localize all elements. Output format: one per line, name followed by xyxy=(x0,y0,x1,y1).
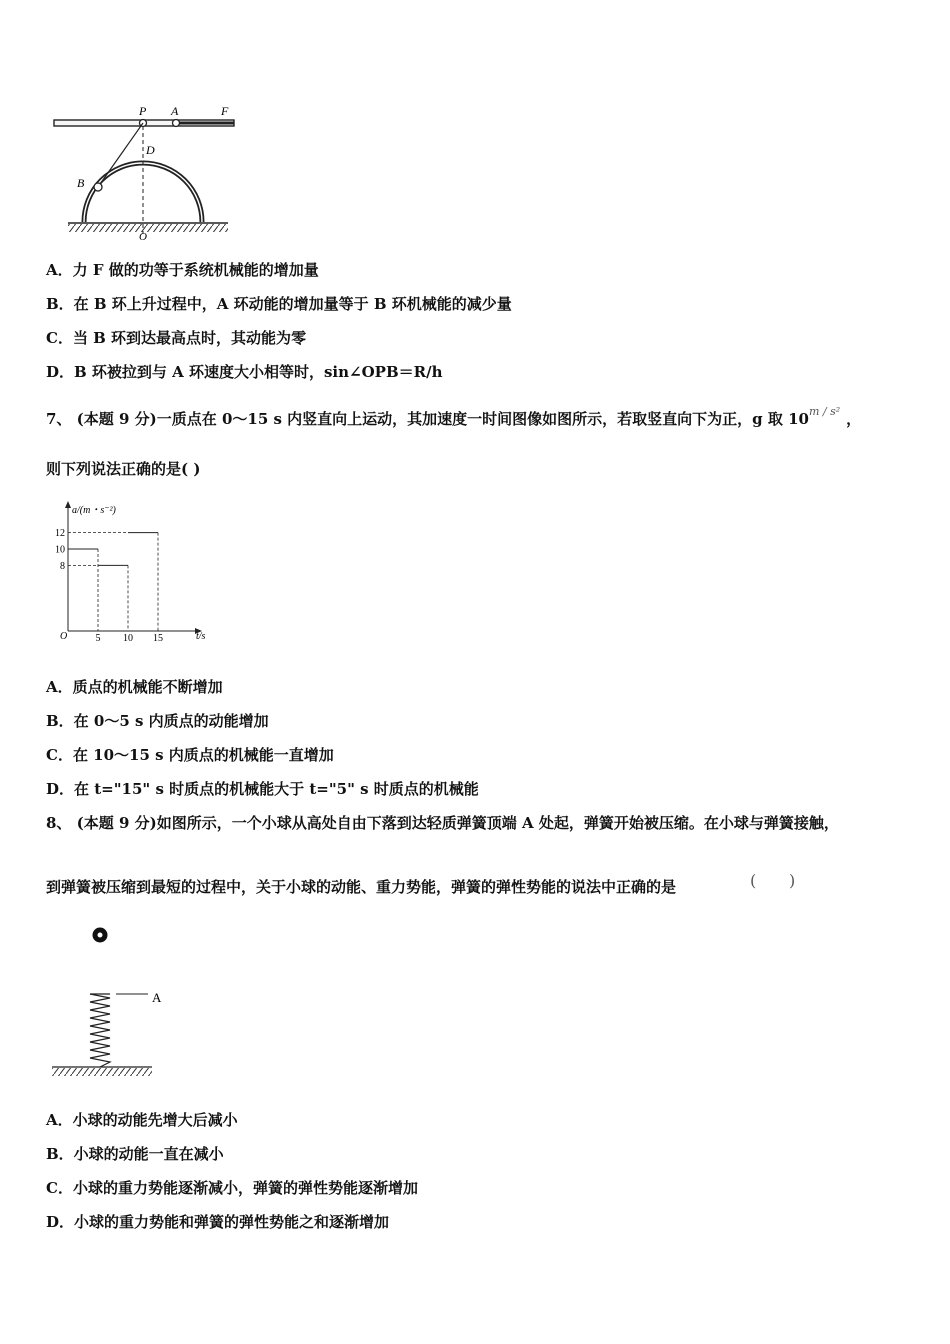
spring-ball-figure xyxy=(48,922,178,1082)
q7-unit: m / s² xyxy=(808,405,841,418)
q7-option-b: B．在 0～5 s 内质点的动能增加 xyxy=(46,712,269,730)
acceleration-time-chart xyxy=(48,495,218,647)
q8-stem-line2: 到弹簧被压缩到最短的过程中，关于小球的动能、重力势能，弹簧的弹性势能的说法中正确的是 xyxy=(46,878,677,896)
x-axis-label: t/s xyxy=(196,631,206,642)
q7-stem-text: 7、 (本题 9 分)一质点在 0～15 s 内竖直向上运动，其加速度一时间图像如图所示，若取竖直向下为正，g 取 10 xyxy=(46,410,809,428)
y-tick-10: 10 xyxy=(55,544,65,556)
y-axis-label: a/(m・s⁻²) xyxy=(72,505,116,516)
label-a: A xyxy=(152,990,162,1005)
q8-answer-paren-open: ( xyxy=(750,871,757,890)
label-p: P xyxy=(139,104,147,118)
ring-rod-figure xyxy=(50,98,250,240)
origin-label: O xyxy=(60,631,68,642)
spring xyxy=(90,994,110,1067)
q6-option-b: B．在 B 环上升过程中，A 环动能的增加量等于 B 环机械能的减少量 xyxy=(46,295,512,313)
y-tick-12: 12 xyxy=(55,528,65,540)
q8-option-c: C．小球的重力势能逐渐减小，弹簧的弹性势能逐渐增加 xyxy=(46,1179,418,1197)
string-pb xyxy=(98,123,143,187)
q7-comma: ， xyxy=(846,410,862,428)
q8-option-d: D．小球的重力势能和弹簧的弹性势能之和逐渐增加 xyxy=(46,1213,390,1231)
y-tick-8: 8 xyxy=(60,560,65,572)
q7-option-a: A．质点的机械能不断增加 xyxy=(46,678,223,696)
q7-stem-line1 xyxy=(46,405,862,431)
label-o: O xyxy=(139,231,147,240)
ring-a xyxy=(173,120,180,127)
x-tick-5: 5 xyxy=(95,633,101,644)
x-tick-10: 10 xyxy=(123,633,133,644)
q7-stem-line2: 则下列说法正确的是( ) xyxy=(46,460,201,478)
q6-option-d: D．B 环被拉到与 A 环速度大小相等时，sin∠OPB＝R/h xyxy=(46,363,443,381)
q7-option-c: C．在 10～15 s 内质点的机械能一直增加 xyxy=(46,746,334,764)
label-f: F xyxy=(221,104,229,118)
q7-option-d: D．在 t="15" s 时质点的机械能大于 t="5" s 时质点的机械能 xyxy=(46,780,479,798)
ring-b xyxy=(94,183,102,191)
q8-answer-paren-close: ) xyxy=(789,871,796,890)
q8-option-b: B．小球的动能一直在减小 xyxy=(46,1145,224,1163)
q8-stem-line1: 8、 (本题 9 分)如图所示，一个小球从高处自由下落到达轻质弹簧顶端 A 处起，弹簧开始被压缩。在小球与弹簧接触， xyxy=(46,814,839,832)
label-b: B xyxy=(77,176,85,190)
q6-option-a: A．力 F 做的功等于系统机械能的增加量 xyxy=(46,261,319,279)
label-a: A xyxy=(171,104,179,118)
y-axis-arrow xyxy=(65,501,71,508)
q6-option-c: C．当 B 环到达最高点时，其动能为零 xyxy=(46,329,307,347)
x-tick-15: 15 xyxy=(153,633,163,644)
label-d: D xyxy=(146,143,155,157)
q8-option-a: A．小球的动能先增大后减小 xyxy=(46,1111,238,1129)
